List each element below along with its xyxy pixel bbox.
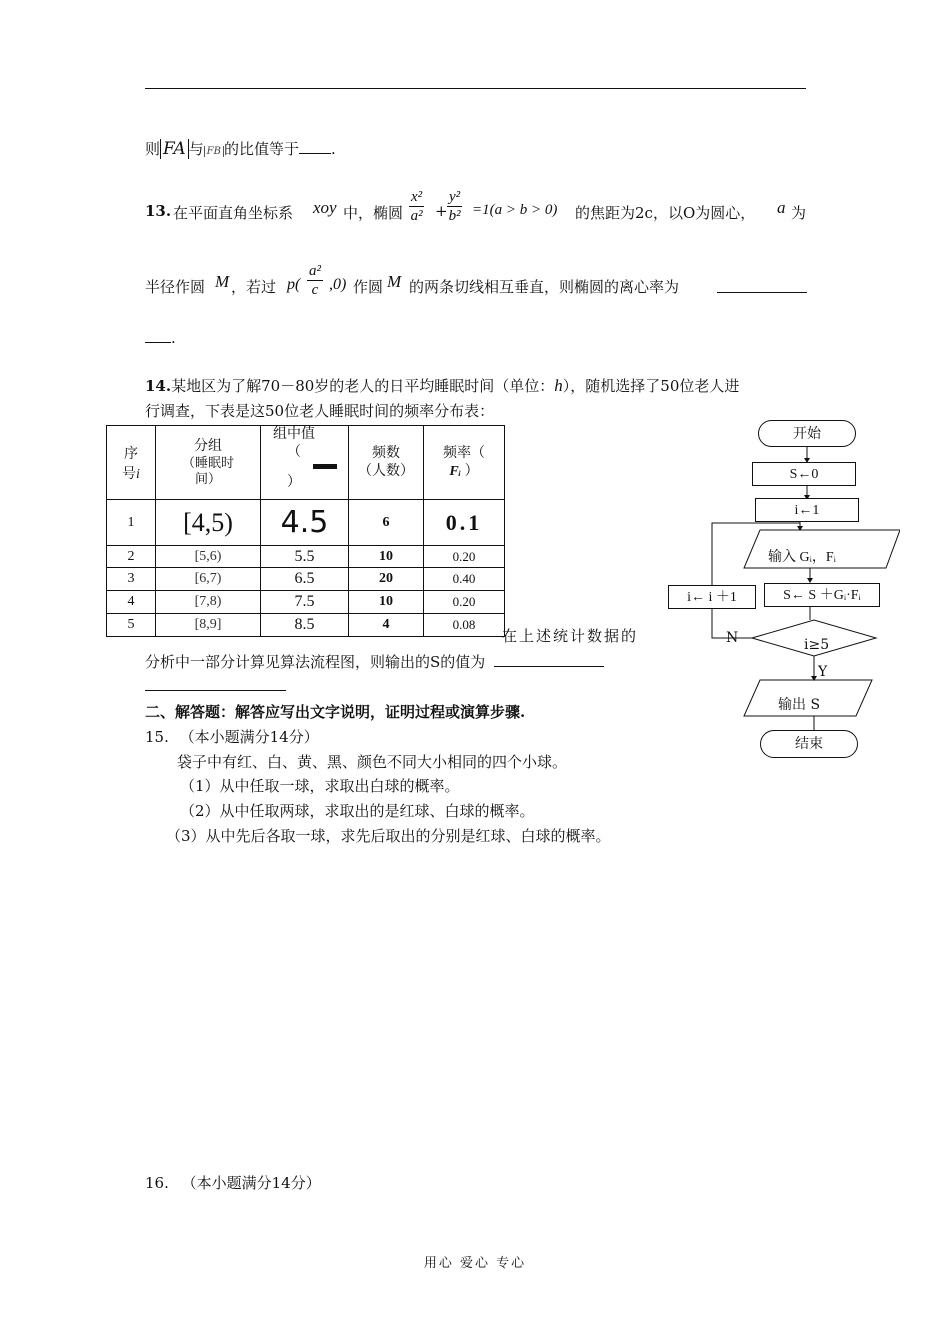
q14-after-text1: 在上述统计数据的 [502, 627, 639, 645]
text: 的比值等于 [223, 140, 299, 158]
text: . [330, 140, 336, 158]
math-xoy: xoy [313, 198, 337, 217]
cell-count: 10 [349, 546, 424, 568]
cell-mid: 4.5 [261, 500, 349, 546]
abs-fa: FA [160, 139, 189, 159]
text: . [171, 329, 176, 347]
flow-init-s: S←0 [752, 462, 856, 486]
page-footer: 用心 爱心 专心 [423, 1256, 527, 1271]
q14-line2: 行调查，下表是这50位老人睡眠时间的频率分布表： [145, 402, 495, 420]
cell-rate: 0.20 [424, 546, 505, 568]
table-row [107, 614, 505, 637]
cell-mid: 6.5 [261, 568, 349, 591]
cell-rate: 0.40 [424, 568, 505, 591]
section-heading: 二、解答题：解答应写出文字说明，证明过程或演算步骤. [145, 703, 526, 721]
answer-blank-continued[interactable] [145, 690, 286, 691]
question-number: 13. [145, 202, 172, 220]
fraction-y2-b2 [447, 188, 462, 225]
text: 半径作圆 [145, 278, 206, 296]
abs-fb: FB [204, 146, 224, 157]
text: 则 [145, 140, 161, 158]
prev-question-tail [145, 138, 336, 159]
q13-line1 [145, 188, 815, 238]
cell-mid: 8.5 [261, 614, 349, 637]
text: 某地区为了解70－80岁的老人的日平均睡眠时间（单位： [171, 377, 555, 395]
header-text: （人数） [358, 463, 414, 479]
fraction-x2-a2 [409, 188, 424, 225]
cell-seq: 2 [107, 546, 156, 568]
cell-group: [5,6) [156, 546, 261, 568]
q14-line1 [145, 375, 815, 396]
header-text: 频率（ [443, 445, 485, 461]
math-eq: =1(a > b > 0) [472, 202, 558, 218]
flow-end: 结束 [760, 730, 858, 758]
header-text: 组中值 [273, 427, 315, 442]
header-text: 分组 [194, 438, 222, 454]
text: ），随机选择了50位老人进 [562, 377, 740, 395]
numerator: x² [411, 189, 423, 205]
question-number: 16. [145, 1174, 169, 1192]
cell-group: [6,7) [156, 568, 261, 591]
text: 为 [791, 204, 807, 222]
header-seq [107, 426, 156, 500]
flow-output: 输出 S [778, 697, 821, 713]
table-header-row [107, 426, 505, 500]
plus-sign: + [435, 202, 448, 220]
text: ，若过 [231, 278, 277, 296]
numerator: a² [309, 263, 321, 279]
flow-no-label: N [726, 630, 739, 646]
math-h: h [554, 376, 563, 395]
q14-after-text2 [145, 651, 604, 672]
table-row [107, 591, 505, 614]
denominator: b² [448, 208, 461, 224]
text: 的两条切线相互垂直，则椭圆的离心率为 [409, 278, 680, 296]
header-text: 频数 [372, 445, 400, 461]
denominator: a² [410, 208, 423, 224]
text: 中，椭圆 [343, 204, 404, 222]
header-text: （ [287, 445, 301, 460]
cell-seq: 5 [107, 614, 156, 637]
header-text: 间） [194, 470, 221, 486]
denominator: c [311, 282, 319, 298]
flow-init-i: i←1 [755, 498, 859, 522]
cell-rate: 0.08 [424, 614, 505, 637]
cell-group: [8,9] [156, 614, 261, 637]
answer-blank[interactable] [145, 326, 171, 343]
numerator: y² [449, 189, 461, 205]
header-text: ） [287, 475, 301, 490]
answer-blank[interactable] [494, 652, 604, 667]
flow-increment: i← i ＋1 [668, 585, 756, 609]
fraction-a2-c [307, 262, 323, 299]
q15-text: 袋子中有红、白、黄、黑、颜色不同大小相同的四个小球。 [177, 753, 568, 771]
header-count [349, 426, 424, 500]
cell-count: 10 [349, 591, 424, 614]
flow-start: 开始 [758, 420, 856, 447]
cell-count: 6 [349, 500, 424, 546]
answer-blank[interactable] [299, 153, 331, 154]
text: 作圆 [353, 278, 384, 296]
flow-accumulate: S← S ＋Gᵢ·Fᵢ [764, 583, 880, 607]
math-a: a [777, 198, 786, 217]
q13-line3 [145, 326, 176, 347]
cell-mid: 7.5 [261, 591, 349, 614]
header-rate [424, 426, 505, 500]
question-number: 15. [145, 728, 169, 746]
header-group [156, 426, 261, 500]
header-text: 号 [122, 466, 137, 482]
cell-rate: 0.1 [424, 500, 505, 546]
table-row [107, 500, 505, 546]
math-p: p( [287, 276, 301, 293]
text: 分析中一部分计算见算法流程图，则输出的S的值为 [145, 653, 486, 671]
math-i: i [136, 466, 140, 482]
q15-sub1: （1）从中任取一球，求取出白球的概率。 [180, 777, 460, 795]
score-note: （本小题满分14分） [181, 1174, 321, 1192]
table-row [107, 568, 505, 591]
header-text: ） [464, 463, 479, 479]
cell-rate: 0.20 [424, 591, 505, 614]
q15-sub3: （3）从中先后各取一球，求先后取出的分别是红球、白球的概率。 [166, 827, 611, 845]
header-text: 序 [124, 446, 138, 462]
text: 的焦距为2c，以O为圆心， [575, 204, 756, 222]
q15-title [145, 726, 319, 747]
text: 与 [188, 140, 204, 158]
header-text: （睡眠时 [181, 454, 234, 470]
flow-input: 输入 Gᵢ，Fᵢ [768, 550, 836, 565]
math-M: M [215, 272, 230, 291]
header-rule [145, 88, 806, 89]
answer-blank[interactable] [717, 276, 807, 293]
flow-condition: i≥5 [804, 637, 830, 653]
q15-sub2: （2）从中任取两球，求取出的是红球、白球的概率。 [180, 802, 535, 820]
garbled-symbol [313, 464, 337, 469]
cell-group: [7,8) [156, 591, 261, 614]
cell-count: 4 [349, 614, 424, 637]
cell-seq: 4 [107, 591, 156, 614]
cell-count: 20 [349, 568, 424, 591]
question-number: 14. [145, 377, 172, 395]
frequency-table [106, 425, 505, 637]
flow-yes-label: Y [818, 664, 828, 680]
q13-line2 [145, 262, 815, 312]
text: 在平面直角坐标系 [173, 204, 294, 222]
cell-seq: 1 [107, 500, 156, 546]
cell-group: [4,5) [156, 500, 261, 546]
math-M: M [387, 272, 402, 291]
table-row [107, 546, 505, 568]
score-note: （本小题满分14分） [179, 728, 319, 746]
math-point: ,0) [329, 276, 347, 293]
q16-title [145, 1172, 321, 1193]
math-Fi: Fᵢ [449, 463, 462, 479]
cell-seq: 3 [107, 568, 156, 591]
cell-mid: 5.5 [261, 546, 349, 568]
header-mid [261, 426, 349, 500]
